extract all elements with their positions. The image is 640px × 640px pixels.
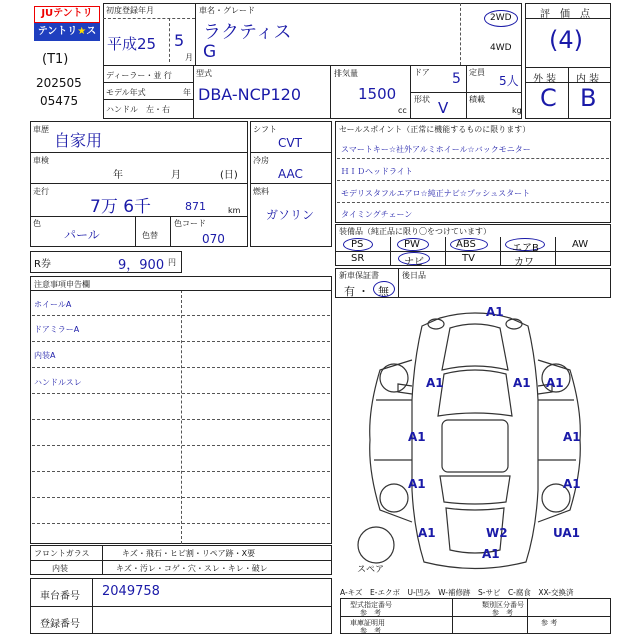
- car-type-label: 車歴: [33, 125, 49, 134]
- cc-label: cc: [398, 106, 407, 115]
- equip-aw: AW: [572, 239, 589, 250]
- damage-left-rear: A1: [408, 477, 426, 491]
- doors: 5: [452, 71, 461, 87]
- notes-row-line: [32, 497, 330, 498]
- front-glass-label: フロントガラス: [34, 549, 90, 558]
- inspection-year: 年: [113, 170, 123, 181]
- displacement-label: 排気量: [334, 69, 358, 78]
- equip-leather: カワ: [514, 257, 534, 268]
- ref-label-1: 参 考: [360, 609, 381, 617]
- dealer-label: ディーラー・並 行: [106, 71, 172, 80]
- kg-label: kg: [512, 106, 522, 115]
- note-4: ハンドルスレ: [34, 378, 82, 387]
- notes-row-line: [32, 419, 330, 420]
- damage-right-rear: A1: [563, 477, 581, 491]
- cert-label: 車庫証明用: [350, 619, 385, 627]
- chassis-number: 2049758: [102, 584, 160, 599]
- displacement: 1500: [358, 85, 397, 103]
- capacity-label: 定員: [469, 68, 485, 77]
- grade-label: 評 価 点: [540, 9, 590, 20]
- yen-label: 円: [168, 258, 176, 267]
- inspection-day: (日): [220, 170, 238, 181]
- ac: AAC: [278, 167, 303, 181]
- warranty-yes: 有: [344, 285, 355, 298]
- r-ticket: 9，900: [118, 258, 165, 273]
- damage-right-lower: UA1: [553, 526, 581, 540]
- equip-tv: TV: [462, 253, 475, 264]
- shift: CVT: [278, 136, 302, 150]
- sales-points-label: セールスポイント（正常に機能するものに限ります）: [339, 125, 531, 134]
- first-reg-month: 5: [174, 31, 185, 50]
- km-label: km: [228, 206, 241, 215]
- damage-left-front: A1: [426, 376, 444, 390]
- color: パール: [64, 228, 100, 242]
- model-year-unit: 年: [183, 88, 191, 97]
- equipment-label: 装備品（純正品に限り〇をつけています）: [339, 227, 491, 236]
- sales-point-4: タイミングチェーン: [341, 210, 413, 219]
- color-code-label: 色コード: [174, 219, 206, 228]
- lot-number-1: 202505: [36, 76, 82, 90]
- notes-row-line: [32, 315, 330, 316]
- color-swap-label: 色替: [142, 231, 158, 240]
- warranty-label: 新車保証書: [339, 271, 379, 280]
- interior-condition: キズ・汚レ・コゲ・穴・スレ・キレ・破レ: [116, 564, 268, 573]
- inspection-month: 月: [171, 170, 181, 181]
- notes-label: 注意事項申告欄: [34, 280, 90, 289]
- damage-left-lower: A1: [418, 526, 436, 540]
- damage-rear-w2: W2: [486, 526, 508, 540]
- drive-2wd: 2WD: [490, 13, 512, 23]
- model-type-label: 型式: [196, 69, 212, 78]
- lot-code: (T1): [42, 52, 69, 67]
- damage-right-front: A1: [546, 376, 564, 390]
- mileage-small: 871: [185, 200, 206, 213]
- notes-row-line: [32, 367, 330, 368]
- sales-point-1: スマートキー☆社外アルミホイール☆バックモニター: [341, 145, 531, 154]
- drive-4wd: 4WD: [490, 43, 512, 53]
- first-reg-era: 平成25: [107, 35, 157, 53]
- mileage-label: 走行: [33, 187, 49, 196]
- notes-row-line: [32, 341, 330, 342]
- car-name-label: 車名・グレード: [199, 6, 255, 15]
- damage-front: A1: [486, 305, 504, 319]
- warranty-dot: ・: [358, 285, 369, 298]
- equip-ps: PS: [351, 239, 364, 250]
- warranty-circle: [373, 281, 395, 297]
- model-cert-label: 型式指定番号: [350, 601, 392, 609]
- note-3: 内装A: [34, 351, 56, 360]
- spare-label: スペア: [357, 565, 385, 575]
- exterior-grade: C: [540, 84, 557, 112]
- after-date-label: 後日品: [402, 271, 426, 280]
- equip-pw: PW: [404, 239, 420, 250]
- inspection-label: 車検: [33, 156, 49, 165]
- load-label: 積載: [469, 95, 485, 104]
- color-label: 色: [33, 219, 41, 228]
- auction-logo: [34, 6, 100, 55]
- class-no-label: 類別区分番号: [482, 601, 524, 609]
- damage-rear-ua1: A1: [482, 547, 500, 561]
- damage-left-mid: A1: [408, 430, 426, 444]
- sales-point-2: ＨＩＤヘッドライト: [341, 167, 413, 176]
- note-1: ホイールA: [34, 300, 72, 309]
- ref-label-4: 参 考: [541, 619, 558, 627]
- warranty-no: 無: [378, 285, 389, 298]
- ref-label-2: 参 考: [492, 609, 513, 617]
- notes-row-line: [32, 393, 330, 394]
- ref-label-3: 参 考: [360, 627, 381, 635]
- handle-label: ハンドル 左・右: [106, 105, 170, 114]
- month-label: 月: [185, 53, 193, 62]
- damage-legend: A-キズ E-エクボ U-凹み W-補修跡 S-サビ C-腐食 XX-交換済: [340, 588, 574, 597]
- front-glass-condition: キズ・飛石・ヒビ割・リペア跡・X要: [122, 549, 256, 558]
- note-2: ドアミラーA: [34, 325, 80, 334]
- model-year-label: モデル年式: [106, 88, 146, 97]
- damage-hood-left: A1: [513, 376, 531, 390]
- equip-sr: SR: [351, 253, 365, 264]
- r-ticket-label: R券: [34, 259, 51, 270]
- notes-row-line: [32, 523, 330, 524]
- lot-number-2: 05475: [40, 94, 79, 108]
- notes-row-line: [32, 445, 330, 446]
- equip-abs: ABS: [456, 239, 476, 250]
- car-grade: G: [203, 42, 217, 62]
- interior-label: 内 装: [576, 74, 600, 85]
- interior-grade: B: [580, 84, 597, 112]
- interior-cond-label: 内装: [52, 564, 68, 573]
- chassis-label: 車台番号: [40, 591, 80, 602]
- exterior-label: 外 装: [533, 74, 557, 85]
- model-type: DBA-NCP120: [198, 85, 301, 104]
- door-label: ドア: [414, 68, 430, 77]
- car-type: 自家用: [54, 131, 103, 150]
- shape-label: 形状: [414, 95, 430, 104]
- mileage: 7万 6千: [90, 197, 152, 217]
- logo-line2: テントリ★スター: [34, 23, 100, 41]
- overall-grade: (4): [549, 26, 583, 54]
- color-code: 070: [202, 232, 225, 246]
- fuel-label: 燃料: [253, 187, 269, 196]
- shape: V: [438, 99, 449, 117]
- notes-row-line: [32, 471, 330, 472]
- car-name: ラクティス: [203, 22, 292, 43]
- sales-point-3: モデリスタフルエアロ☆純正ナビ☆プッシュスタート: [341, 189, 531, 198]
- reg-label: 登録番号: [40, 619, 80, 630]
- fuel: ガソリン: [266, 208, 315, 222]
- logo-line1: JUテントリ: [34, 6, 100, 23]
- damage-right-mid: A1: [563, 430, 581, 444]
- first-reg-label: 初度登録年月: [106, 6, 154, 15]
- ac-label: 冷房: [253, 156, 269, 165]
- shift-label: シフト: [253, 125, 277, 134]
- equip-navi: ナビ: [404, 257, 424, 268]
- capacity: 5人: [499, 74, 519, 88]
- equip-airbag: エアB: [512, 243, 539, 254]
